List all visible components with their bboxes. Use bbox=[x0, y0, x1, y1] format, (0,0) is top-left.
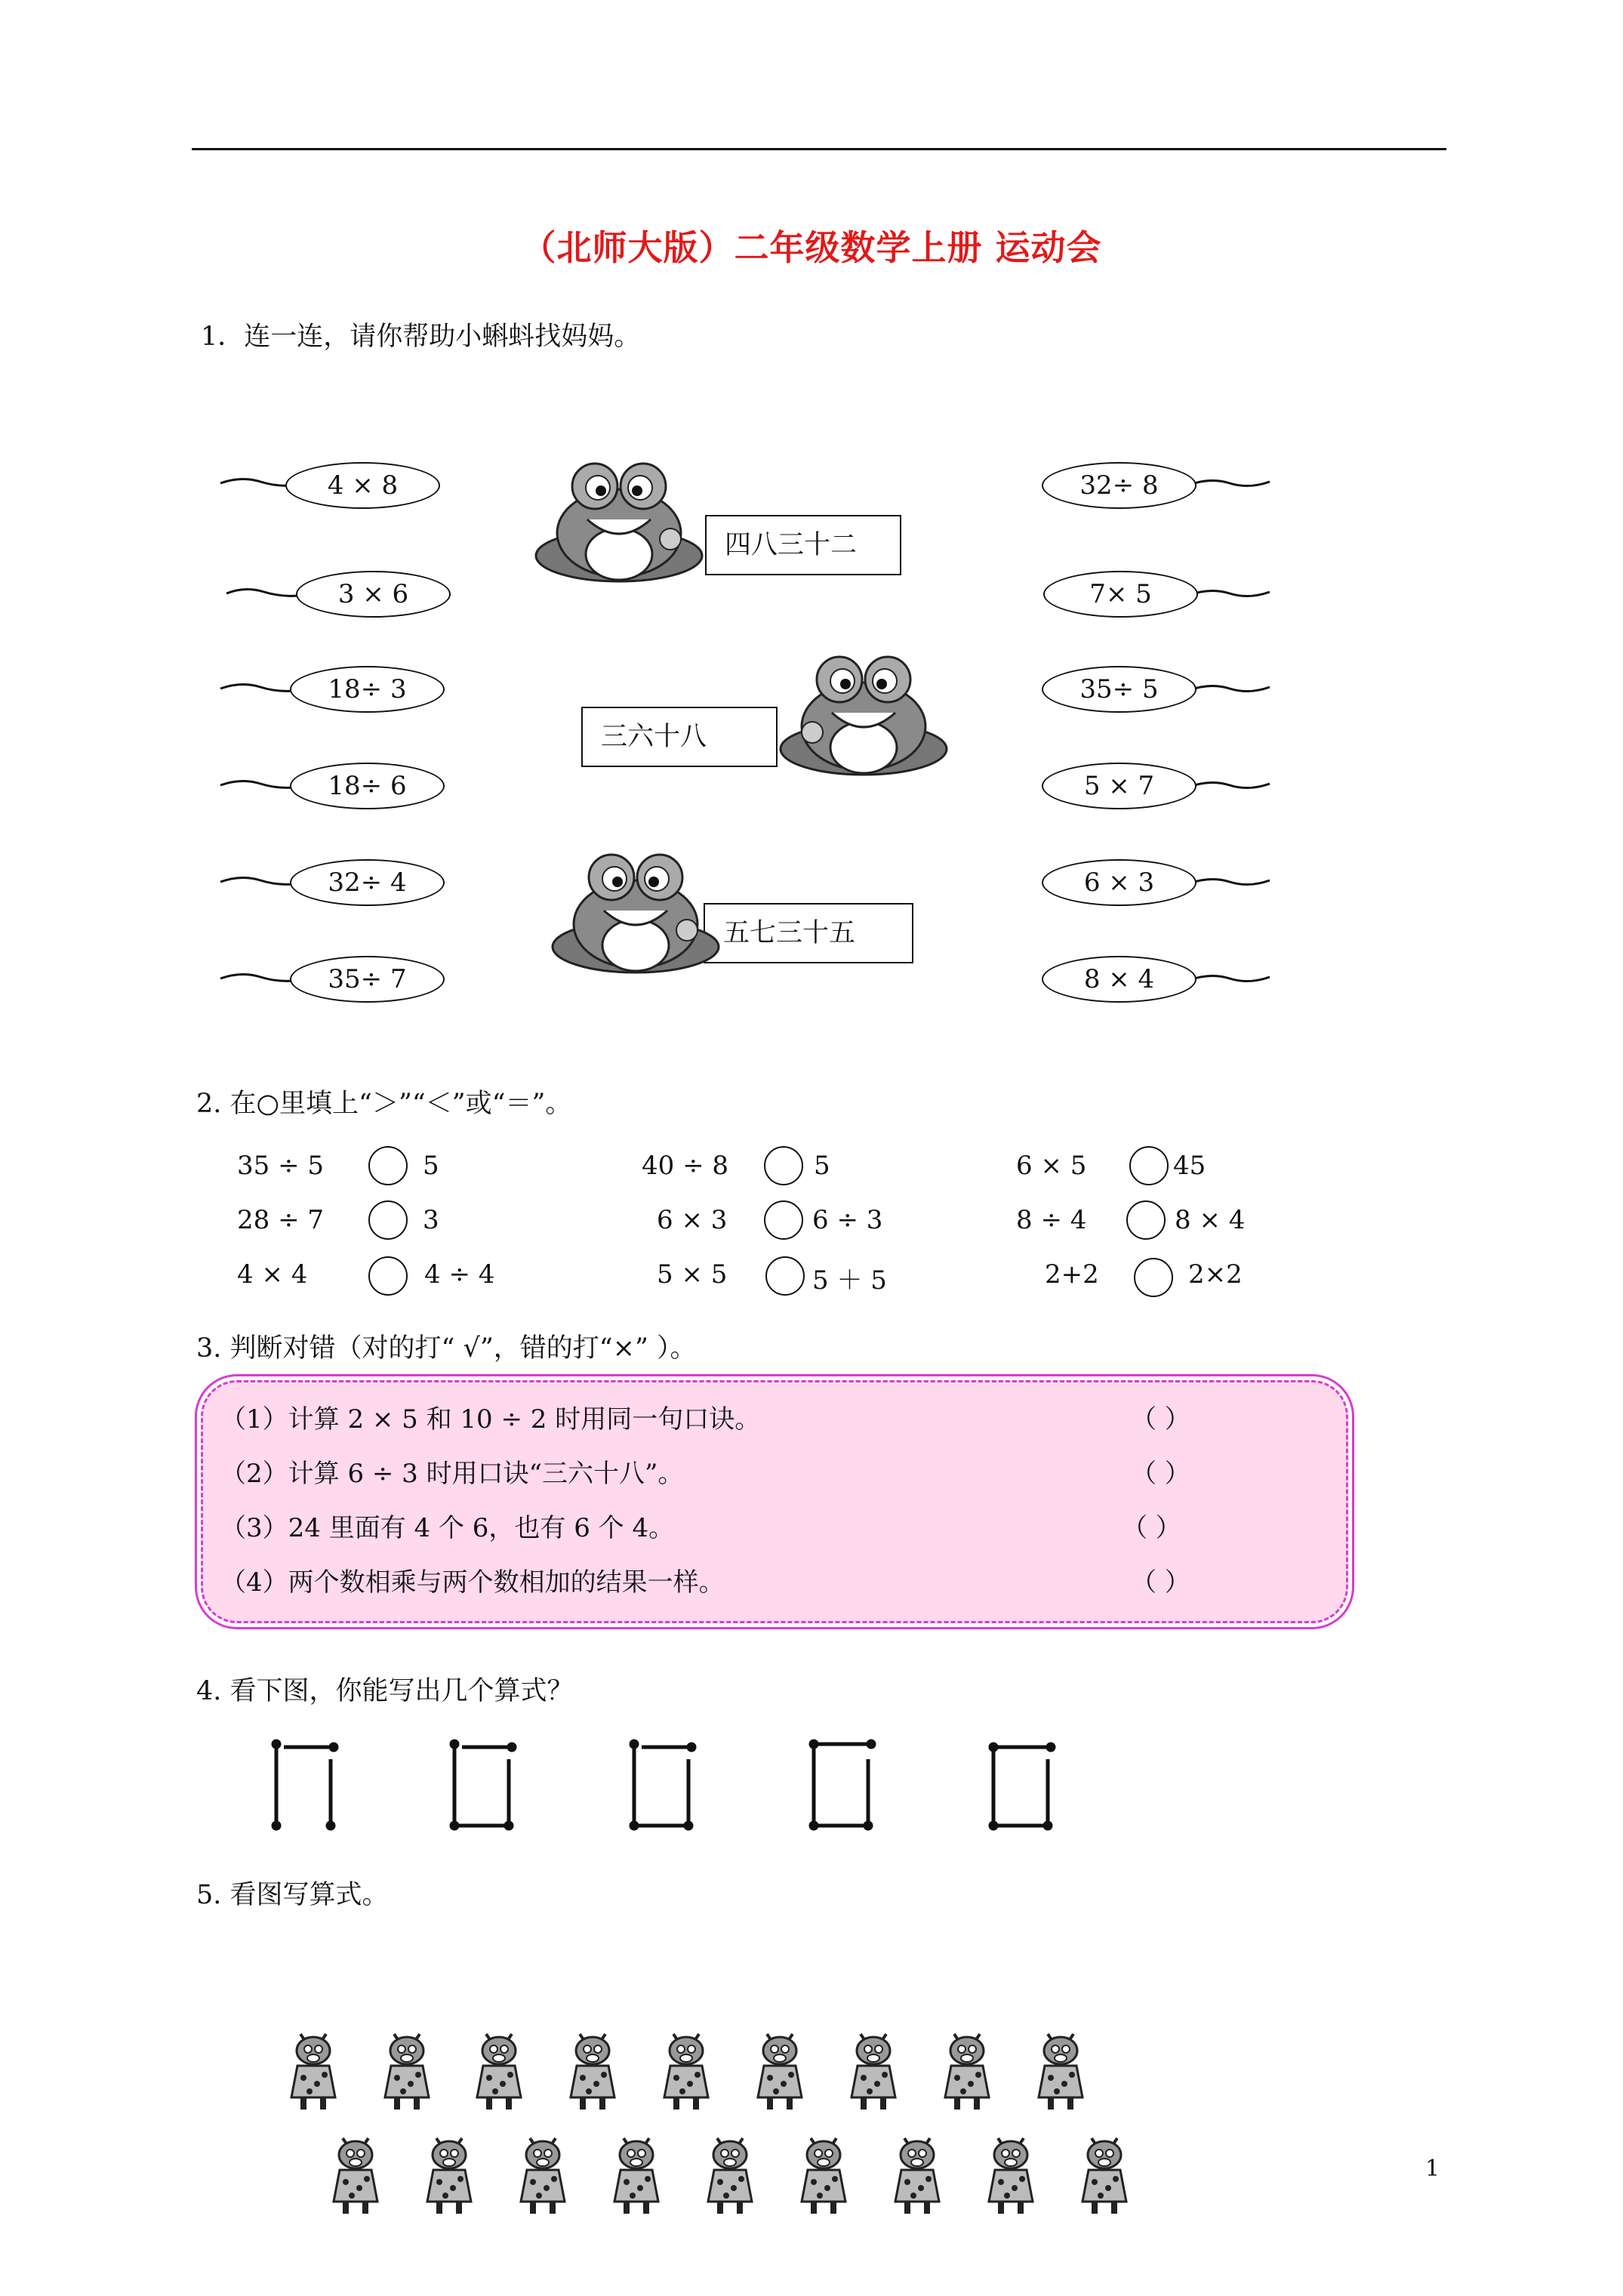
q2-right-expr: 5 bbox=[423, 1151, 439, 1181]
q2-right-expr: 6 ÷ 3 bbox=[812, 1205, 883, 1235]
compare-circle[interactable] bbox=[1129, 1146, 1169, 1185]
q3-prompt: 3. 判断对错（对的打“ √”，错的打“×” ）。 bbox=[196, 1333, 697, 1364]
left-tadpole-5[interactable]: 32÷ 4 bbox=[290, 859, 445, 906]
q2-left-expr: 6 × 5 bbox=[1016, 1151, 1087, 1181]
q2-right-expr: 5 bbox=[814, 1151, 830, 1181]
deer-icon bbox=[1083, 2138, 1126, 2214]
right-tadpole-5[interactable]: 6 × 3 bbox=[1042, 859, 1196, 906]
q2-left-expr: 28 ÷ 7 bbox=[237, 1205, 324, 1235]
page-number: 1 bbox=[1425, 2156, 1440, 2182]
q2-right-expr: 2×2 bbox=[1188, 1259, 1243, 1290]
deer-icon bbox=[427, 2138, 471, 2214]
deer-icon bbox=[614, 2138, 658, 2214]
q2-right-expr: 3 bbox=[423, 1205, 439, 1235]
frog-icon bbox=[545, 841, 726, 977]
matchstick-square-icon bbox=[273, 1741, 337, 1829]
deer-icon bbox=[521, 2138, 565, 2214]
frog-label-2[interactable]: 三六十八 bbox=[581, 707, 778, 767]
deer-icon bbox=[385, 2034, 429, 2110]
frog-label-3[interactable]: 五七三十五 bbox=[704, 903, 913, 963]
q1-prompt: 1．连一连，请你帮助小蝌蚪找妈妈。 bbox=[201, 322, 641, 352]
compare-circle[interactable] bbox=[368, 1200, 408, 1240]
right-tadpole-1[interactable]: 32÷ 8 bbox=[1042, 462, 1196, 509]
q4-prompt: 4. 看下图，你能写出几个算式？ bbox=[196, 1676, 574, 1706]
right-tadpole-3[interactable]: 35÷ 5 bbox=[1042, 666, 1196, 713]
deer-icon bbox=[477, 2034, 521, 2110]
compare-circle[interactable] bbox=[764, 1200, 803, 1240]
matchstick-square-icon bbox=[451, 1741, 515, 1829]
deer-row-1 bbox=[291, 2034, 1083, 2110]
q2-right-expr: 45 bbox=[1173, 1151, 1206, 1181]
q2-left-expr: 40 ÷ 8 bbox=[642, 1151, 728, 1181]
right-tadpole-4[interactable]: 5 × 7 bbox=[1042, 763, 1196, 809]
left-tadpole-3[interactable]: 18÷ 3 bbox=[290, 666, 445, 713]
deer-icon bbox=[291, 2034, 335, 2110]
left-tadpole-2[interactable]: 3 × 6 bbox=[296, 571, 451, 618]
deer-icon bbox=[945, 2034, 989, 2110]
q2-prompt: 2. 在○里填上“＞”“＜”或“＝”。 bbox=[196, 1089, 572, 1119]
left-tadpole-1[interactable]: 4 × 8 bbox=[285, 462, 440, 509]
deer-icon bbox=[852, 2034, 895, 2110]
left-tadpole-6[interactable]: 35÷ 7 bbox=[290, 956, 445, 1003]
frog-icon bbox=[528, 450, 710, 586]
compare-circle[interactable] bbox=[765, 1256, 805, 1296]
answer-blank-3[interactable]: （ ） bbox=[1122, 1513, 1181, 1543]
matchstick-squares bbox=[269, 1737, 1069, 1842]
deer-icon bbox=[571, 2034, 614, 2110]
deer-icon bbox=[708, 2138, 752, 2214]
q2-left-expr: 5 × 5 bbox=[657, 1259, 728, 1290]
deer-picture bbox=[287, 2028, 1193, 2232]
answer-blank-1[interactable]: （ ） bbox=[1131, 1404, 1190, 1435]
right-tadpole-6[interactable]: 8 × 4 bbox=[1042, 956, 1196, 1003]
compare-circle[interactable] bbox=[764, 1146, 803, 1185]
q2-left-expr: 8 ÷ 4 bbox=[1016, 1205, 1087, 1235]
judgement-item-4: （4）两个数相乘与两个数相加的结果一样。 bbox=[220, 1567, 725, 1598]
compare-circle[interactable] bbox=[1134, 1258, 1173, 1297]
matchstick-square-icon bbox=[631, 1741, 694, 1829]
deer-icon bbox=[989, 2138, 1033, 2214]
frog-label-1[interactable]: 四八三十二 bbox=[705, 515, 901, 575]
left-tadpole-4[interactable]: 18÷ 6 bbox=[290, 763, 445, 809]
deer-row-2 bbox=[334, 2138, 1126, 2214]
judgement-item-1: （1）计算 2 × 5 和 10 ÷ 2 时用同一句口诀。 bbox=[220, 1404, 761, 1435]
q2-left-expr: 6 × 3 bbox=[657, 1205, 728, 1235]
q2-right-expr: 8 × 4 bbox=[1175, 1205, 1246, 1235]
q2-left-expr: 2+2 bbox=[1045, 1259, 1099, 1290]
deer-icon bbox=[1039, 2034, 1083, 2110]
deer-icon bbox=[895, 2138, 939, 2214]
judgement-item-3: （3）24 里面有 4 个 6，也有 6 个 4。 bbox=[220, 1513, 675, 1543]
deer-icon bbox=[802, 2138, 845, 2214]
judgement-item-2: （2）计算 6 ÷ 3 时用口诀“三六十八”。 bbox=[220, 1459, 684, 1489]
q2-right-expr: 4 ÷ 4 bbox=[424, 1259, 495, 1290]
deer-icon bbox=[334, 2138, 377, 2214]
compare-circle[interactable] bbox=[1126, 1200, 1166, 1240]
answer-blank-2[interactable]: （ ） bbox=[1131, 1459, 1190, 1489]
right-tadpole-tails bbox=[1188, 468, 1271, 1012]
answer-blank-4[interactable]: （ ） bbox=[1131, 1567, 1190, 1598]
compare-circle[interactable] bbox=[368, 1146, 408, 1185]
left-tadpole-tails bbox=[219, 468, 302, 1012]
matchstick-square-icon bbox=[811, 1741, 874, 1829]
deer-icon bbox=[758, 2034, 802, 2110]
q5-prompt: 5. 看图写算式。 bbox=[196, 1880, 389, 1910]
matchstick-square-icon bbox=[990, 1744, 1054, 1829]
header-rule bbox=[192, 148, 1446, 150]
page-title: （北师大版）二年级数学上册 运动会 bbox=[521, 227, 1102, 268]
q2-left-expr: 4 × 4 bbox=[237, 1259, 308, 1290]
frog-icon bbox=[773, 643, 954, 779]
q2-right-expr: 5 ＋ 5 bbox=[812, 1265, 887, 1296]
compare-circle[interactable] bbox=[368, 1256, 408, 1296]
deer-icon bbox=[664, 2034, 708, 2110]
q2-left-expr: 35 ÷ 5 bbox=[237, 1151, 324, 1181]
right-tadpole-2[interactable]: 7× 5 bbox=[1043, 571, 1198, 618]
